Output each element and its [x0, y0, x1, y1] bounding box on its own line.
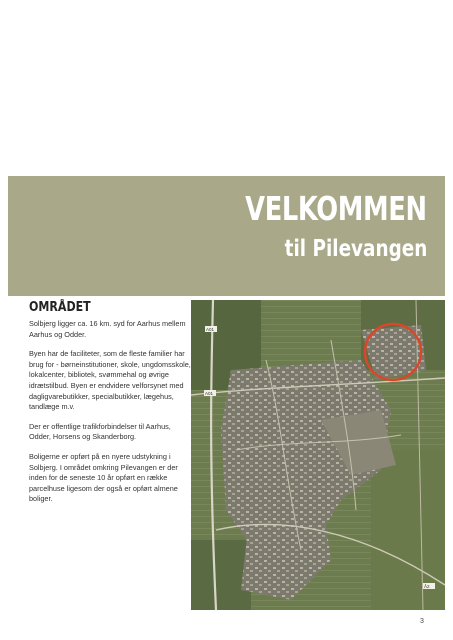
page-title: VELKOMMEN — [245, 189, 427, 228]
aerial-map-image — [191, 300, 445, 610]
road-number-label: A01 — [206, 327, 215, 332]
field-south-west — [191, 540, 251, 610]
section-heading: OMRÅDET — [29, 300, 91, 315]
paragraph-transport: Der er offentlige trafikforbindelser til Aarhus, Odder, Horsens og Skanderborg. — [29, 421, 171, 442]
page-subtitle: til Pilevangen — [284, 236, 427, 262]
title-banner — [8, 176, 445, 296]
road-number-label: A01 — [205, 391, 214, 396]
paragraph-facilities: Byen har de faciliteter, som de fleste familier har brug for - børneinstitutioner, skole, ungdomsskole, lokalcenter, bibliotek, svømmehal og øvrige idrætstilbud. Byen er endvidere velforsynet med dagligvarebutikker, specialbutikker, lægehus, tandlæge m.v. — [29, 349, 191, 412]
aerial-map — [191, 300, 445, 610]
text-column — [29, 300, 191, 514]
road-number-label: Å2 — [424, 584, 430, 589]
page-number: 3 — [420, 618, 424, 625]
paragraph-location: Solbjerg ligger ca. 16 km. syd for Aarhus mellem Aarhus og Odder. — [29, 319, 186, 339]
paragraph-housing: Boligerne er opført på en nyere udstykning i Solbjerg. I området omkring Pilevangen er der inden for de seneste 10 år opført en række parcelhuse ligesom der også er opført almene boliger. — [29, 451, 178, 504]
